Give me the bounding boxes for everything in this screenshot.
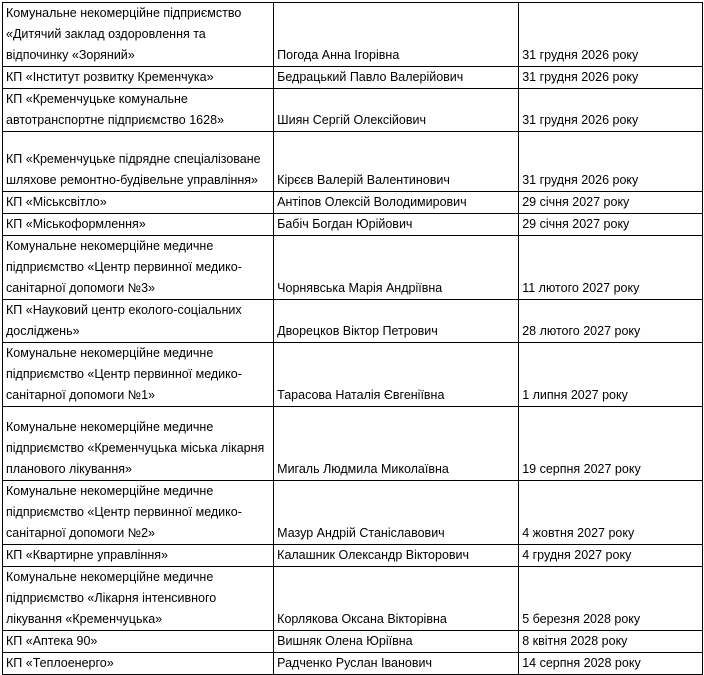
org-cell: Комунальне некомерційне медичне підприємство «Центр первинної медико-санітарної допомоги №1»: [3, 343, 274, 407]
table-row: [3, 300, 703, 343]
table-row: [3, 653, 703, 675]
org-cell: КП «Теплоенерго»: [3, 653, 274, 675]
org-cell: КП «Кременчуцьке комунальне автотранспортне підприємство 1628»: [3, 89, 274, 132]
table-row: [3, 407, 703, 481]
contracts-table: [2, 2, 703, 675]
director-cell: Мигаль Людмила Миколаївна: [274, 407, 519, 481]
table-row: [3, 132, 703, 192]
org-cell: Комунальне некомерційне медичне підприємство «Центр первинної медико-санітарної допомоги №2»: [3, 481, 274, 545]
date-cell: 1 липня 2027 року: [519, 343, 703, 407]
director-cell: Тарасова Наталія Євгеніївна: [274, 343, 519, 407]
org-cell: КП «Міськоформлення»: [3, 214, 274, 236]
director-cell: Погода Анна Ігорівна: [274, 3, 519, 67]
date-cell: 31 грудня 2026 року: [519, 89, 703, 132]
date-cell: 28 лютого 2027 року: [519, 300, 703, 343]
date-cell: 8 квітня 2028 року: [519, 631, 703, 653]
date-cell: 29 січня 2027 року: [519, 192, 703, 214]
date-cell: 4 грудня 2027 року: [519, 545, 703, 567]
table-row: [3, 214, 703, 236]
table-row: [3, 567, 703, 631]
director-cell: Кірєєв Валерій Валентинович: [274, 132, 519, 192]
table-row: [3, 3, 703, 67]
org-cell: Комунальне некомерційне медичне підприємство «Кременчуцька міська лікарня планового лікування»: [3, 407, 274, 481]
table-row: [3, 192, 703, 214]
date-cell: 29 січня 2027 року: [519, 214, 703, 236]
director-cell: Шиян Сергій Олексійович: [274, 89, 519, 132]
date-cell: 4 жовтня 2027 року: [519, 481, 703, 545]
director-cell: Антіпов Олексій Володимирович: [274, 192, 519, 214]
director-cell: Дворецков Віктор Петрович: [274, 300, 519, 343]
org-cell: Комунальне некомерційне медичне підприємство «Центр первинної медико-санітарної допомоги №3»: [3, 236, 274, 300]
director-cell: Калашник Олександр Вікторович: [274, 545, 519, 567]
table-row: [3, 481, 703, 545]
date-cell: 11 лютого 2027 року: [519, 236, 703, 300]
table-row: [3, 631, 703, 653]
director-cell: Радченко Руслан Іванович: [274, 653, 519, 675]
date-cell: 31 грудня 2026 року: [519, 132, 703, 192]
org-cell: Комунальне некомерційне медичне підприємство «Лікарня інтенсивного лікування «Кременчуцька»: [3, 567, 274, 631]
org-cell: КП «Міськсвітло»: [3, 192, 274, 214]
director-cell: Корлякова Оксана Вікторівна: [274, 567, 519, 631]
date-cell: 14 серпня 2028 року: [519, 653, 703, 675]
date-cell: 31 грудня 2026 року: [519, 67, 703, 89]
contracts-table-body: [3, 3, 703, 675]
date-cell: 19 серпня 2027 року: [519, 407, 703, 481]
table-row: [3, 67, 703, 89]
director-cell: Бабіч Богдан Юрійович: [274, 214, 519, 236]
org-cell: Комунальне некомерційне підприємство «Дитячий заклад оздоровлення та відпочинку «Зоряний»: [3, 3, 274, 67]
director-cell: Чорнявська Марія Андріївна: [274, 236, 519, 300]
date-cell: 5 березня 2028 року: [519, 567, 703, 631]
director-cell: Бедрацький Павло Валерійович: [274, 67, 519, 89]
org-cell: КП «Аптека 90»: [3, 631, 274, 653]
table-row: [3, 343, 703, 407]
org-cell: КП «Науковий центр еколого-соціальних досліджень»: [3, 300, 274, 343]
org-cell: КП «Кременчуцьке підрядне спеціалізоване шляхове ремонтно-будівельне управління»: [3, 132, 274, 192]
org-cell: КП «Квартирне управління»: [3, 545, 274, 567]
table-row: [3, 89, 703, 132]
director-cell: Мазур Андрій Станіславович: [274, 481, 519, 545]
director-cell: Вишняк Олена Юріївна: [274, 631, 519, 653]
table-row: [3, 236, 703, 300]
org-cell: КП «Інститут розвитку Кременчука»: [3, 67, 274, 89]
date-cell: 31 грудня 2026 року: [519, 3, 703, 67]
table-row: [3, 545, 703, 567]
